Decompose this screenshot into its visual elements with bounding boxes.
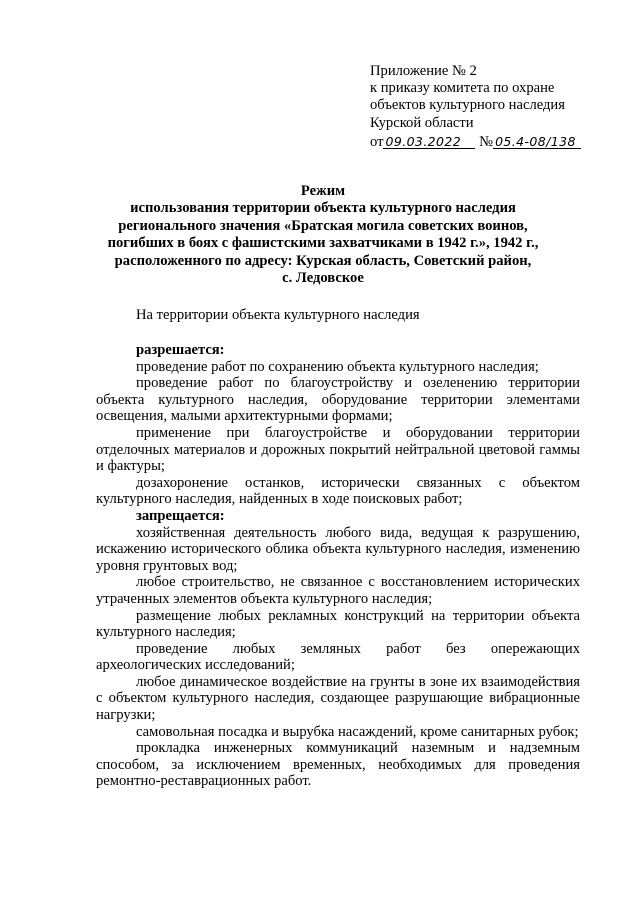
forbidden-item: самовольная посадка и вырубка насаждений, кроме санитарных рубок; (136, 723, 579, 740)
appendix-header (370, 63, 630, 151)
forbidden-heading: запрещается: (136, 507, 225, 524)
allowed-item: дозахоронение останков, исторически связанных с объектом культурного наследия, найденных в ходе поисковых работ; (96, 474, 580, 508)
title-line: Режим (300, 183, 346, 199)
appendix-line: объектов культурного наследия (370, 97, 565, 114)
forbidden-item: прокладка инженерных коммуникаций наземным и надземным способом, за исключением временных, необходимых для проведения ремонтно-реставрационных работ. (96, 740, 580, 790)
title-line: регионального значения «Братская могила советских воинов, (118, 217, 528, 234)
order-date-number (370, 134, 630, 151)
forbidden-item: хозяйственная деятельность любого вида, ведущая к разрушению, искажению исторического облика объекта культурного наследия, изменению уровня грунтовых вод; (96, 524, 580, 574)
title-line: с. Ледовское (282, 270, 364, 287)
forbidden-item: размещение любых рекламных конструкций на территории объекта культурного наследия; (96, 607, 580, 641)
allowed-item: проведение работ по сохранению объекта культурного наследия; (136, 358, 539, 375)
document-title (96, 183, 550, 287)
number-prefix: № (479, 133, 494, 150)
title-line: расположенного по адресу: Курская область, Советский район, (114, 252, 532, 269)
title-line: использования территории объекта культурного наследия (130, 200, 516, 217)
appendix-line: к приказу комитета по охране (370, 80, 555, 97)
forbidden-item: любое динамическое воздействие на грунты в зоне их взаимодействия с объектом культурного наследия, создающее разрушающие вибрационные нагрузки; (96, 673, 580, 724)
forbidden-item: проведение любых земляных работ без опережающих археологических исследований; (96, 640, 580, 674)
allowed-heading: разрешается: (136, 342, 225, 358)
forbidden-item: любое строительство, не связанное с восстановлением исторических утраченных элементов объекта культурного наследия; (96, 574, 580, 607)
allowed-item: применение при благоустройстве и оборудовании территории отделочных материалов и дорожных покрытий нейтральной цветовой гаммы и фактуры; (96, 424, 580, 475)
handwritten-date: 09.03.2022 (383, 135, 475, 149)
lead-sentence: На территории объекта культурного наследия (136, 307, 420, 323)
regime-body (96, 342, 580, 790)
title-line: погибших в боях с фашистскими захватчиками в 1942 г.», 1942 г., (107, 235, 539, 252)
allowed-item: проведение работ по благоустройству и озеленению территории объекта культурного наследия, оборудование территории элементами освещения, малыми архитектурными формами; (96, 375, 580, 425)
date-prefix: от (370, 133, 384, 150)
handwritten-number: 05.4-08/138 (493, 135, 581, 149)
appendix-line: Курской области (370, 114, 474, 131)
appendix-title: Приложение № 2 (370, 63, 477, 79)
